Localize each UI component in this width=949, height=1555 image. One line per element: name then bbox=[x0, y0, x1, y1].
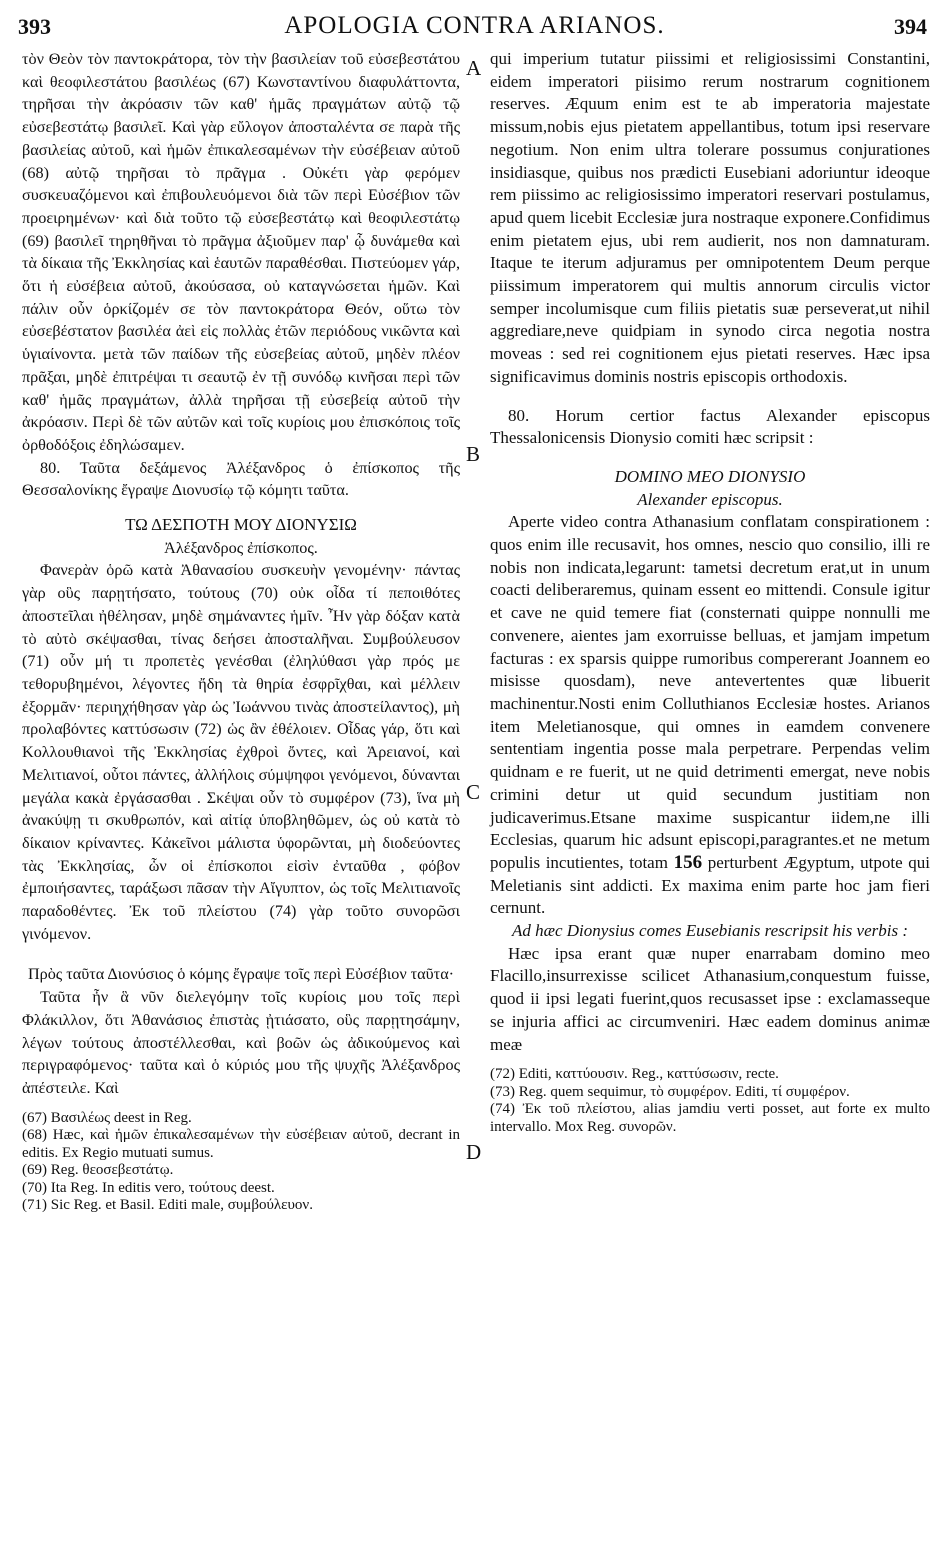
greek-paragraph-2: 80. Ταῦτα δεξάμενος Ἀλέξανδρος ὁ ἐπίσκοπος τῆς Θεσσαλονίκης ἔγραψε Διονυσίῳ τῷ κόμητι ταῦτα. bbox=[22, 458, 460, 500]
latin-footnotes bbox=[490, 1066, 930, 1136]
greek-paragraph-4: Ταῦτα ἦν ἃ νῦν διελεγόμην τοῖς κυρίοις μου τοῖς περὶ Φλάκιλλον, ὅτι Ἀθανάσιος ἐπιστὰς ᾐτιάσατο, οὓς παρῃτησάμην, λέγων τούτους ἀποστέλλεσθαι, καὶ βοῶν ὡς ἀδικούμενος καὶ περιγραφόμενος· ταῦτα καὶ ὁ κύριός μου τῆς ψυχῆς Ἀλέξανδρος ἀπέστειλε. Καὶ bbox=[22, 988, 460, 1097]
margin-letter-d: D bbox=[466, 1140, 482, 1164]
latin-heading-1: DOMINO MEO DIONYSIO bbox=[614, 466, 806, 486]
greek-paragraph-3: Φανερὰν ὁρῶ κατὰ Ἀθανασίου συσκευὴν γενομένην· πάντας γὰρ οὓς παρῃτήσατο, τούτους (70) οὐκ οἶδα τί πεποιθότες ἀποστεῖλαι ἠθέλησαν, μηδὲ σημάναντες ἡμῖν. Ἦν γὰρ δόξαν κατὰ τὸ αὐτὸ σκέψασθαι, τίνας δεήσει ἀποσταλῆναι. Συμβούλευσον (71) οὖν μή τι προπετὲς γενέσθαι (ἐληλύθασι γὰρ πρός με τεθορυβημένοι, λέγοντες ἤδη τὰ θηρία ἐσφρῖχθαι, καὶ μέλλειν ἐξορμᾶν· περιηχήθησαν γὰρ ὡς Ἰωάννου τινὰς ἀποστείλαντος), μὴ προλαβόντες καττύσωσιν (72) ὡς ἂν ἐθέλοιεν. Οἶδας γάρ, ὅτι καὶ Κολλουθιανοὶ τῆς Ἐκκλησίας ἐχθροὶ ὄντες, καὶ Ἀρειανοί, καὶ Μελιτιανοί, οὗτοι πάντες, ἀλλήλοις σύμψηφοι γενόμενοι, δύνανται μεγάλα κακὰ ἐργάσασθαι . Σκέψαι οὖν τὸ συμφέρον (73), ἵνα μὴ ἀνακύψῃ τι σκυθρωπόν, καὶ αἰτίᾳ ὑποβληθῶμεν, ὡς οὐ κατὰ τὸ δίκαιον κρίναντες. Κἀκεῖνοι μάλιστα ὑφορῶνται, μὴ διοδεύοντες τὰς Ἐκκλησίας, ὧν οἱ ἐπίσκοποι εἰσὶν ἐνταῦθα , φόβον ἐμποιήσαντες, ταράξωσι πᾶσαν τὴν Αἴγυπτον, ὡς τοῖς Μελιτιανοῖς παραδοθέντες. Ἐκ τοῦ πλείστου (74) γὰρ τοῦτο συνορῶσι γινόμενον. bbox=[22, 561, 460, 943]
footnote-68: (68) Hæc, καὶ ἡμῶν ἐπικαλεσαμένων τὴν εὐσέβειαν αὐτοῦ, decrant in editis. Ex Regio mutuati sumus. bbox=[22, 1127, 460, 1161]
footnote-70: (70) Ita Reg. In editis vero, τούτους deest. bbox=[22, 1179, 275, 1196]
latin-column bbox=[490, 48, 930, 1136]
greek-footnotes bbox=[22, 1110, 460, 1215]
margin-letter-c: C bbox=[466, 780, 481, 804]
latin-paragraph-3 bbox=[490, 511, 930, 920]
page-number-right: 394 bbox=[894, 14, 927, 39]
latin-paragraph-1: qui imperium tutatur piissimi et religiosissimi Constantini, eidem imperatori piisimo rerum nostrarum cognitionem reserves. Æquum enim est te ab imperatoria majestate missum,nobis ejus pietatem appellantibus, totum ipsi reservare negotium. Non enim ultra tolerare possumus conjurationes insidiasque, quibus nos prædicti Eusebiani adoriuntur ideoque rem piissimo ac religiosissimo imperatori reservari postulamus, apud quem licebit Ecclesiæ jura nostraque exponere.Confidimus enim pietatem ejus, ubi rem audierit, nos non damnaturam. Itaque te iterum adjuramus per omnipotentem Deum perque piissimum imperatorem qui multis annorum circulis victor semper incolumisque cum filiis pietatis suæ perseverat,ut nihil aggrediare,neve quidpiam in synodo circa negotia nostra moveas : sed rei cognitionem ejus pietati reserves. Hæc ipsa significavimus dominis nostris episcopis orthodoxis. bbox=[490, 49, 930, 386]
margin-letter-a: A bbox=[466, 56, 482, 80]
greek-heading-2: Ἀλέξανδρος ἐπίσκοπος. bbox=[164, 538, 318, 557]
greek-column bbox=[22, 48, 460, 1215]
margin-letter-b: B bbox=[466, 442, 481, 466]
page-number-left: 393 bbox=[18, 14, 51, 39]
running-title: APOLOGIA CONTRA ARIANOS. bbox=[284, 12, 665, 39]
greek-heading-3: Πρὸς ταῦτα Διονύσιος ὁ κόμης ἔγραψε τοῖς περὶ Εὐσέβιον ταῦτα· bbox=[27, 965, 455, 984]
page-header bbox=[0, 10, 949, 42]
footnote-72: (72) Editi, καττύουσιν. Reg., καττύσωσιν, recte. bbox=[490, 1066, 779, 1083]
footnote-67: (67) Βασιλέως deest in Reg. bbox=[22, 1109, 192, 1126]
footnote-74: (74) Ἐκ τοῦ πλείστου, alias jamdiu verti posset, aut forte ex multo intervallo. Mox Reg. συνορῶν. bbox=[490, 1101, 930, 1135]
latin-paragraph-4: Hæc ipsa erant quæ nuper enarrabam domino meo Flacillo,insurrexisse scilicet Athanasium,conquestum fuisse, quod ii ipsi legati fuerint,quos recusasset ipse : exclamasseque se injuria affici ac circumveniri. Hæc eadem dominus animæ meæ bbox=[490, 943, 930, 1054]
latin-heading-3: Ad hæc Dionysius comes Eusebianis rescripsit his verbis : bbox=[512, 921, 908, 941]
footnote-71: (71) Sic Reg. et Basil. Editi male, συμβούλευον. bbox=[22, 1197, 313, 1214]
greek-paragraph-1: τὸν Θεὸν τὸν παντοκράτορα, τὸν τὴν βασιλείαν τοῦ εὐσεβεστάτου καὶ θεοφιλεστάτου βασιλέως (67) Κωνσταντίνου διαφυλάττοντα, τηρῆσαι τὴν ἀκρόασιν τῶν καθ' ἡμᾶς πραγμάτων αὐτῷ τῷ εὐσεβεστάτῳ βασιλεῖ. Καὶ γὰρ εὔλογον ἀποσταλέντα σε παρὰ τῆς βασιλείας αὐτοῦ, καὶ ἡμῶν ἐπικαλεσαμένων τὴν εὐσέβειαν αὐτοῦ (68) αὐτῷ τηρῆσαι τὸ πρᾶγμα . Οὐκέτι γὰρ φερόμεν συσκευαζόμενοι καὶ ἐπιβουλευόμενοι διὰ τῶν περὶ Εὐσέβιον τῶν προειρημένων· καὶ διὰ τοῦτο τῷ εὐσεβεστάτῳ καὶ θεοφιλεστάτῳ (69) βασιλεῖ τηρηθῆναι τὸ πρᾶγμα ἀξιοῦμεν παρ' ᾧ δυνάμεθα καὶ τὰ δίκαια τῆς Ἐκκλησίας καὶ ἑαυτῶν παραθέσθαι. Πιστεύομεν γάρ, ὅτι ἡ εὐσέβεια αὐτοῦ, ἀκούσασα, οὐ καταγνώσεται ἡμῶν. Καὶ πάλιν οὖν ὁρκίζομέν σε τὸν παντοκράτορα Θεόν, οὕτω τὸν εὐσεβέστατον βασιλέα ἀεὶ εἰς πολλὰς ἐτῶν περιόδους νικῶντα καὶ ὑγιαίνοντα. μετὰ τῶν παίδων τῆς εὐσεβείας αὐτοῦ, μηδὲν πλέον πρᾶξαι, μηδὲ ἐπιτρέψαι τι σεαυτῷ ἐν τῇ συνόδῳ κινῆσαι περὶ τῶν καθ' ἡμᾶς πραγμάτων, ἀλλὰ τηρῆσαι τῇ εὐσεβείᾳ αὐτοῦ τὴν ἀκρόασιν. Περὶ δὲ τῶν αὐτῶν καὶ τοῖς κυρίοις μου ἐπισκόποις τοῖς ὀρθοδόξοις ἐδηλώσαμεν. bbox=[22, 50, 460, 454]
greek-heading-1: ΤΩ ΔΕΣΠΟΤΗ ΜΟΥ ΔΙΟΝΥΣΙΩ bbox=[125, 515, 357, 535]
latin-paragraph-3-part-2: perturbent Ægyptum, utpote qui Meletianis sint addicti. Ex maxima enim parte hoc jam fieri cernunt. bbox=[490, 852, 931, 918]
latin-paragraph-2: 80. Horum certior factus Alexander episcopus Thessalonicensis Dionysio comiti hæc scripsit : bbox=[490, 405, 930, 448]
latin-paragraph-3-part-1: Aperte video contra Athanasium conflatam conspirationem : quos enim ille recusavit, hos omnes, nescio quo consilio, illi re nobis non indicata,legarunt: tametsi decretum erat,ut in unum coacti deliberaremus, quinam essent eo mittendi. Consule igitur et cave ne quid temere fiat (consternati quippe nonnulli me convenere, aientes jam exorruisse belluas, et jamjam impetum facturas : ex sparsis quippe rumoribus compererant Joannem eo misisse quosdam), neve antevertentes quæ libuerit machinentur.Nosti enim Colluthianos Ecclesiæ hostes. Arianos item Meletianosque, qui omnes in eamdem convenere sententiam ingentia posse mala perpetrare. Perpendas velim quidnam e re fuerit, ut ne quid detrimenti emergat, neve nobis crimini detur ut quid secundum justitiam non judicaverimus.Etsane maxime suspicantur iidem,ne illi Ecclesias, quarum hic adsunt episcopi,paragrantes.et ne metum populis incutientes, totam bbox=[490, 512, 930, 872]
footnote-69: (69) Reg. θεοσεβεστάτῳ. bbox=[22, 1162, 174, 1179]
latin-heading-2: Alexander episcopus. bbox=[637, 489, 783, 509]
footnote-73: (73) Reg. quem sequimur, τὸ συμφέρον. Editi, τί συμφέρον. bbox=[490, 1083, 850, 1100]
column-number-bold: 156 bbox=[673, 851, 703, 873]
